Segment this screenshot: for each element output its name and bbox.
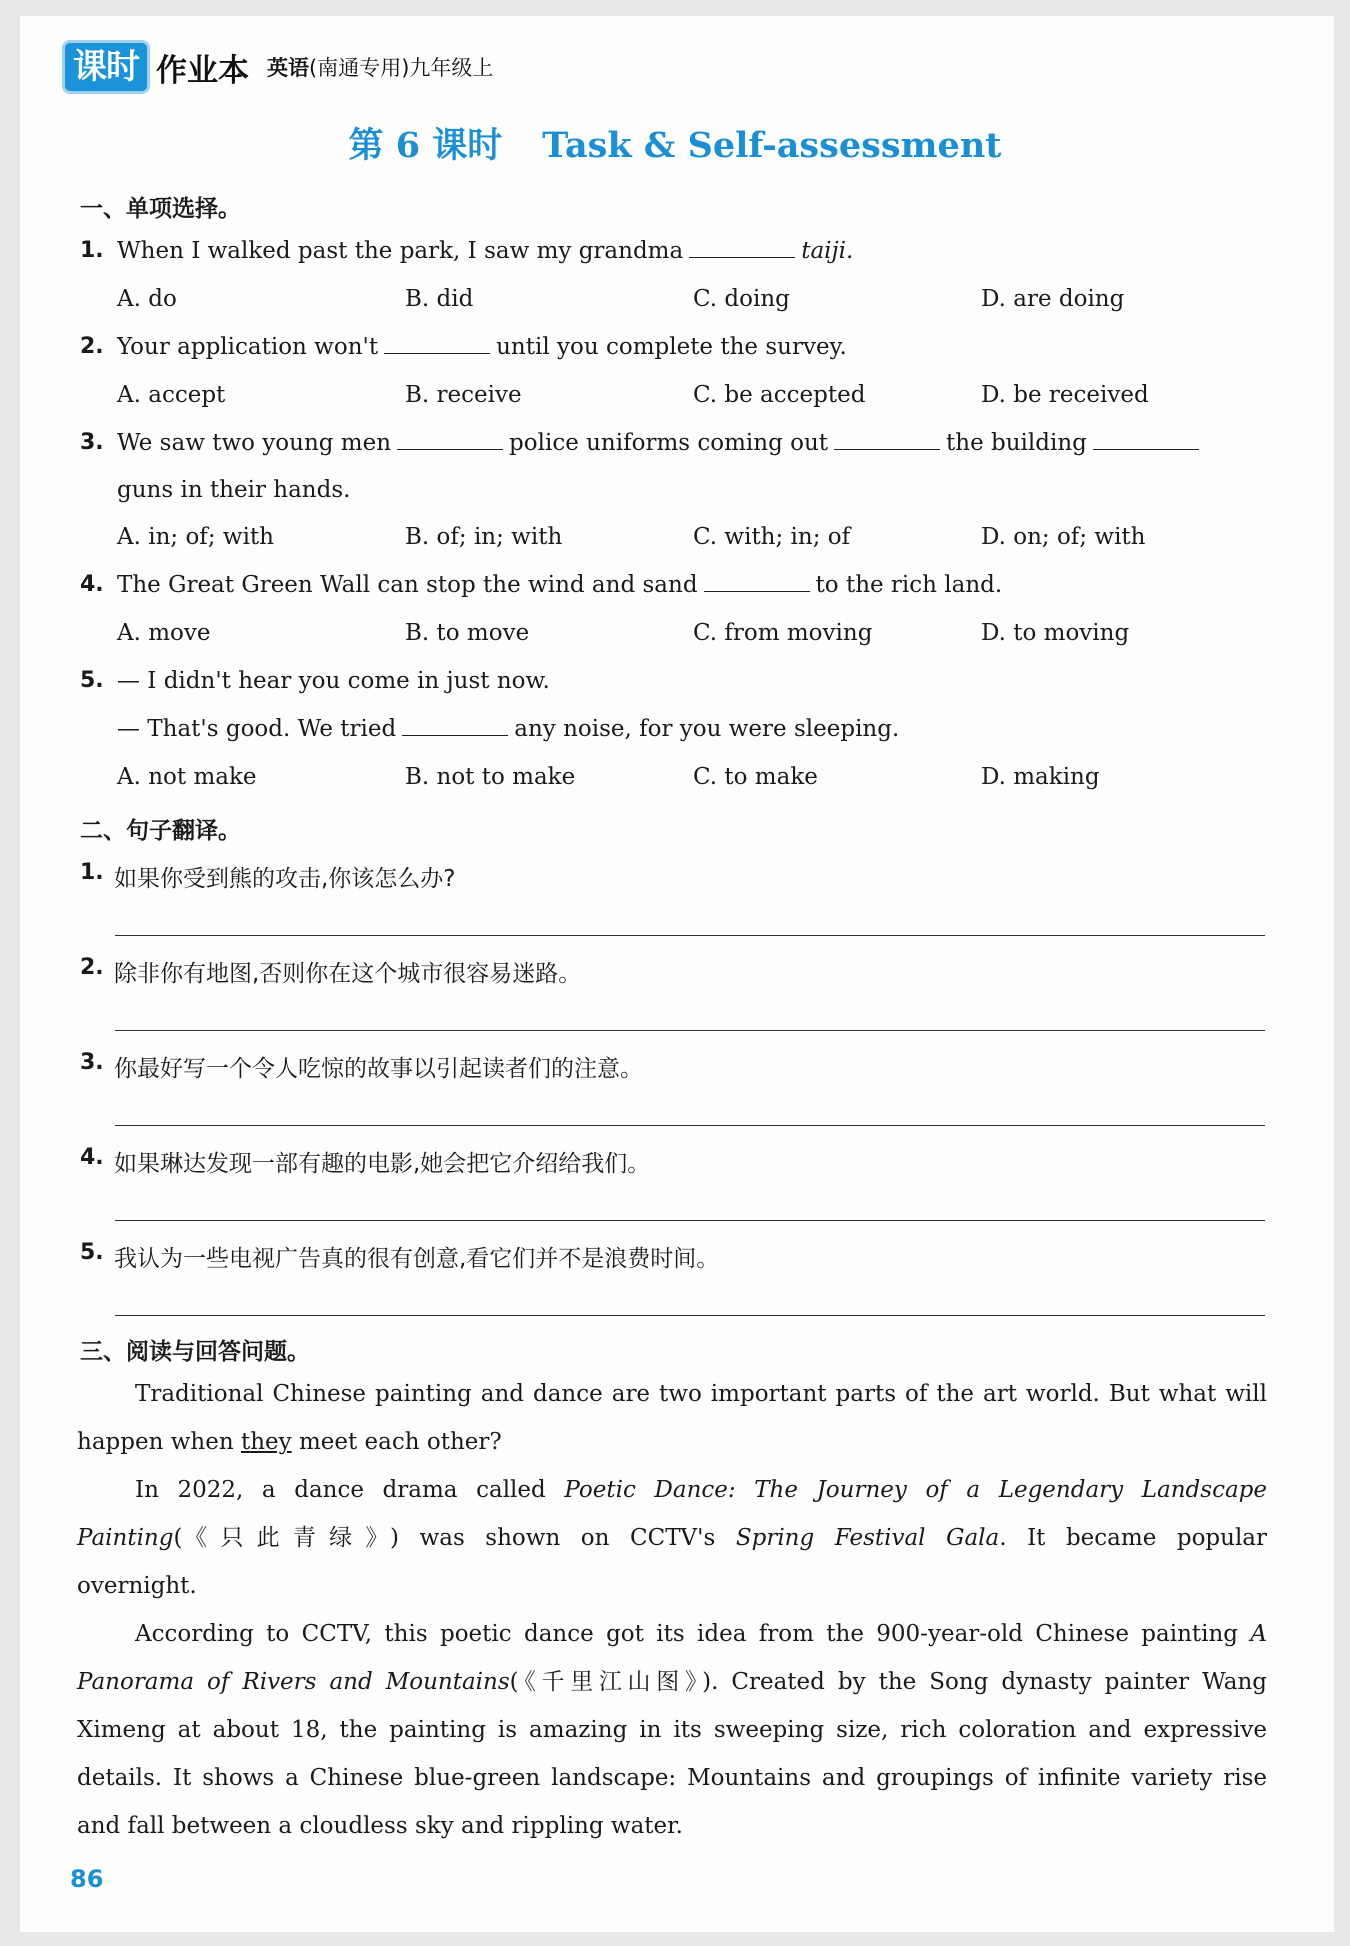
answer-blank[interactable] xyxy=(834,448,940,450)
option-d[interactable]: D. to moving xyxy=(981,620,1130,646)
answer-line[interactable] xyxy=(115,1030,1265,1031)
option-d[interactable]: D. are doing xyxy=(981,286,1125,312)
section-heading-choice: 一、单项选择。 xyxy=(80,196,241,222)
book-name: 作业本 xyxy=(156,52,249,89)
reading-paragraph-1-line-2: happen when they meet each other? xyxy=(77,1429,502,1455)
option-a[interactable]: A. not make xyxy=(117,764,257,790)
section-heading-translation: 二、句子翻译。 xyxy=(80,818,241,844)
option-c[interactable]: C. with; in; of xyxy=(693,524,851,550)
section-heading-reading: 三、阅读与回答问题。 xyxy=(80,1339,310,1365)
option-c[interactable]: C. from moving xyxy=(693,620,873,646)
answer-line[interactable] xyxy=(115,1125,1265,1126)
reading-paragraph-2-line-3: overnight. xyxy=(77,1573,197,1599)
option-c[interactable]: C. to make xyxy=(693,764,818,790)
answer-blank[interactable] xyxy=(689,256,795,258)
option-a[interactable]: A. do xyxy=(117,286,177,312)
option-a[interactable]: A. in; of; with xyxy=(117,524,274,550)
reading-paragraph-1-line-1: Traditional Chinese painting and dance are two important parts of the art world. But what will xyxy=(135,1381,1267,1407)
answer-blank[interactable] xyxy=(402,734,508,736)
reading-paragraph-2-line-1: In 2022, a dance drama called Poetic Dance: The Journey of a Legendary Landscape xyxy=(135,1477,1268,1503)
work-title: Poetic Dance: The Journey of a Legendary Landscape xyxy=(564,1477,1268,1503)
lesson-title-cn: 第 6 课时 xyxy=(348,125,503,166)
answer-line[interactable] xyxy=(115,1315,1265,1316)
option-b[interactable]: B. of; in; with xyxy=(405,524,563,550)
reading-paragraph-2-line-2: Painting(《只此青绿》) was shown on CCTV's Spring Festival Gala. It became popular xyxy=(77,1525,1268,1551)
reading-paragraph-3-line-5: and fall between a cloudless sky and rippling water. xyxy=(77,1813,683,1839)
answer-line[interactable] xyxy=(115,1220,1265,1221)
option-b[interactable]: B. not to make xyxy=(405,764,576,790)
reading-paragraph-3-line-1: According to CCTV, this poetic dance got its idea from the 900-year-old Chinese painting A xyxy=(135,1621,1267,1647)
question-3-continued: guns in their hands. xyxy=(117,477,351,503)
option-d[interactable]: D. on; of; with xyxy=(981,524,1146,550)
underlined-word: they xyxy=(240,1429,292,1455)
reading-paragraph-3-line-2: Panorama of Rivers and Mountains(《千里江山图》). Created by the Song dynasty painter Wang xyxy=(77,1669,1267,1695)
answer-blank[interactable] xyxy=(1093,448,1199,450)
answer-blank[interactable] xyxy=(397,448,503,450)
answer-line[interactable] xyxy=(115,935,1265,936)
reading-paragraph-3-line-4: details. It shows a Chinese blue-green landscape: Mountains and groupings of infinite variety rise xyxy=(77,1765,1267,1791)
option-c[interactable]: C. doing xyxy=(693,286,790,312)
question-5-reply: — That's good. We tried any noise, for you were sleeping. xyxy=(117,716,900,742)
lesson-title-en: Task & Self-assessment xyxy=(542,125,1002,166)
option-c[interactable]: C. be accepted xyxy=(693,382,866,408)
answer-blank[interactable] xyxy=(704,590,810,592)
page-number: 86 xyxy=(70,1865,104,1893)
answer-blank[interactable] xyxy=(384,352,490,354)
option-b[interactable]: B. did xyxy=(405,286,474,312)
option-a[interactable]: A. accept xyxy=(117,382,226,408)
lesson-title xyxy=(0,118,1350,168)
option-a[interactable]: A. move xyxy=(117,620,211,646)
option-d[interactable]: D. making xyxy=(981,764,1100,790)
header xyxy=(62,40,493,94)
option-d[interactable]: D. be received xyxy=(981,382,1149,408)
subject-label: 英语(南通专用)九年级上 xyxy=(267,56,494,80)
reading-paragraph-3-line-3: Ximeng at about 18, the painting is amazing in its sweeping size, rich coloration and expressive xyxy=(77,1717,1267,1743)
option-b[interactable]: B. receive xyxy=(405,382,522,408)
book-logo: 课时 xyxy=(62,40,150,94)
option-b[interactable]: B. to move xyxy=(405,620,530,646)
